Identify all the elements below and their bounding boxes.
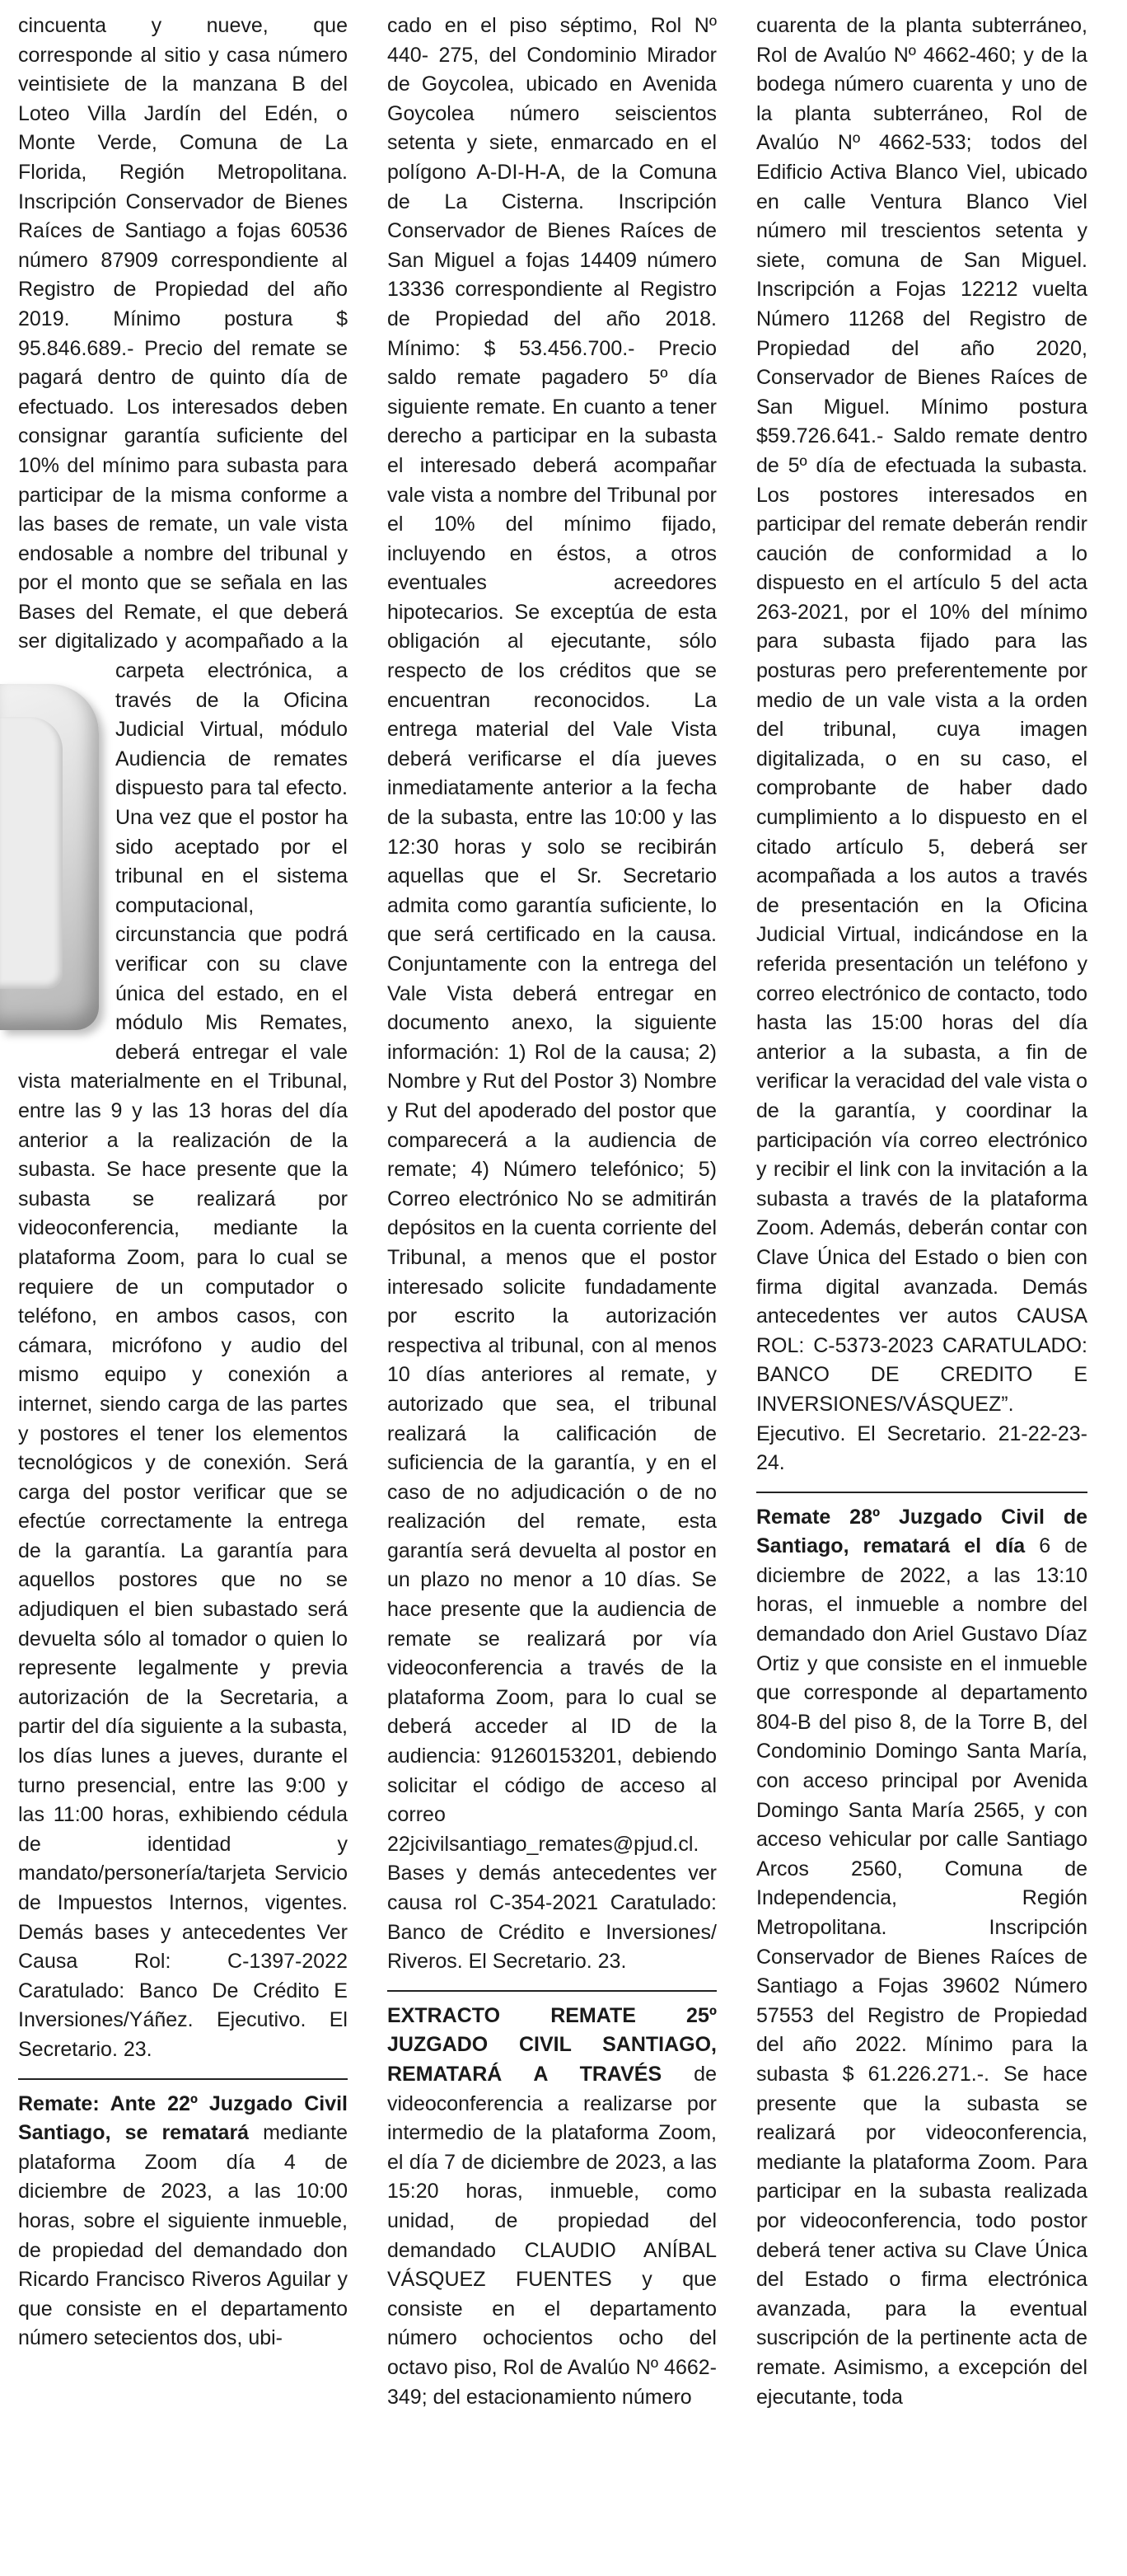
column-3 (756, 12, 1087, 2412)
notice-divider (387, 1990, 717, 1992)
notice-divider (756, 1492, 1087, 1493)
notice-text: cincuenta y nueve, que corresponde al sitio y casa número veintisiete de la manzana B del Loteo Villa Jardín del Edén, o Monte Verde, Comuna de La Florida, Región Metropolitana. Inscripción Conservador de Bienes Raíces de Santiago a fojas 60536 número 87909 correspondiente al Registro de Propiedad del año 2019. Mínimo postura $ 95.846.689.- Precio del remate se pagará dentro de quinto día de efectuado. Los interesados deben consignar garantía suficiente del 10% del mínimo para subasta para participar de la misma conforme a las bases de remate, un vale vista endosable a nombre del tribunal y por el monto que se señala en las Bases del Remate, el que deberá ser digitalizado y acompañado a la carpeta electrónica, a través de la Oficina Judicial Virtual, módulo Audiencia de remates dispuesto para tal efecto. Una vez que el postor ha sido aceptado por el tribunal en el sistema computacional, circunstancia que podrá verificar con su clave única del estado, en el módulo Mis Remates, deberá entregar el vale vista materialmente en el Tribunal, entre las 9 y las 13 horas del día anterior a la realización de la subasta. Se hace presente que la subasta se realizará por videoconferencia, mediante la plataforma Zoom, para lo cual se requiere de un computador o teléfono, en ambos casos, con cámara, micrófono y audio del mismo equipo y conexión a internet, siendo carga de las partes y postores el tener los elementos tecnológicos y de conexión. Será carga del postor verificar que se efectúe correctamente la entrega de la garantía. La garantía para aquellos postores que no se adjudiquen el bien subastado será devuelta sólo al tomador o quien lo represente legalmente y previa autorización de la Secretaria, a partir del día siguiente a la subasta, los días lunes a jueves, durante el turno presencial, entre las 9:00 y las 11:00 horas, exhibiendo cédula de identidad y mandato/personería/tarjeta Servicio de Impuestos Internos, vigentes. Demás bases y antecedentes Ver Causa Rol: C-1397-2022 Caratulado: Banco De Crédito E Inversiones/Yáñez. Ejecutivo. El Secretario. 23. (18, 14, 348, 2061)
photo-wrap-exclusion (18, 677, 115, 1040)
column-1 (18, 12, 348, 2354)
notice-divider (18, 2078, 348, 2080)
notice-body (18, 2090, 348, 2354)
notice-text: cuarenta de la planta subterráneo, Rol de Avalúo Nº 4662-460; y de la bodega número cuarenta y uno de la planta subterráneo, Rol de Avalúo Nº 4662-533; todos del Edificio Activa Blanco Viel, ubicado en calle Ventura Blanco Viel número mil trescientos setenta y siete, comuna de San Miguel. Inscripción a Fojas 12212 vuelta Número 11268 del Registro de Propiedad del año 2020, Conservador de Bienes Raíces de San Miguel. Mínimo postura $59.726.641.- Saldo remate dentro de 5º día de efectuada la subasta. Los postores interesados en participar del remate deberán rendir caución de conformidad a lo dispuesto en el artículo 5 del acta 263-2021, por el 10% del mínimo para subasta fijado para las posturas pero preferentemente por medio de un vale vista a la orden del tribunal, cuya imagen digitalizada, o en su caso, el comprobante de haber dado cumplimiento a lo dispuesto en el citado artículo 5, deberá ser acompañada a los autos a través de presentación en la Oficina Judicial Virtual, indicándose en la referida presentación un teléfono y correo electrónico de contacto, todo hasta las 15:00 horas del día anterior a la subasta, a fin de verificar la veracidad del vale vista o de la garantía, y coordinar la participación vía correo electrónico y recibir el link con la invitación a la subasta a través de la plataforma Zoom. Además, deberán contar con Clave Única del Estado o bien con firma digital avanzada. Demás antecedentes ver autos CAUSA ROL: C-5373-2023 CARATULADO: BANCO DE CREDITO E INVERSIONES/VÁSQUEZ”. Ejecutivo. El Secretario. 21-22-23-24. (756, 14, 1087, 1475)
notice-body (387, 2002, 717, 2412)
notice-heading: Remate: Ante 22º Juzgado Civil Santiago, se rematará (18, 2091, 348, 2145)
notice-body (756, 1503, 1087, 2412)
notice-heading: EXTRACTO REMATE 25º JUZGADO CIVIL SANTIAGO, REMATARÁ A TRAVÉS (387, 2003, 717, 2086)
notice-text: cado en el piso séptimo, Rol Nº 440- 275, del Condominio Mirador de Goycolea, ubicado en Avenida Goycolea número seiscientos setenta y siete, enmarcado en el polígono A-DI-H-A, de la Comuna de La Cisterna. Inscripción Conservador de Bienes Raíces de San Miguel a fojas 14409 número 13336 correspondiente al Registro de Propiedad del año 2018. Mínimo: $ 53.456.700.- Precio saldo remate pagadero 5º día siguiente remate. En cuanto a tener derecho a participar en la subasta el interesado deberá acompañar vale vista a nombre del Tribunal por el 10% del mínimo fijado, incluyendo en éstos, a otros eventuales acreedores hipotecarios. Se exceptúa de esta obligación al ejecutante, sólo respecto de los créditos que se encuentran reconocidos. La entrega material del Vale Vista deberá verificarse el día jueves inmediatamente anterior a la fecha de la subasta, entre las 10:00 y las 12:30 horas y solo se recibirán aquellas que el Sr. Secretario admita como garantía suficiente, lo que será certificado en la causa. Conjuntamente con la entrega del Vale Vista deberá entregar en documento anexo, la siguiente información: 1) Rol de la causa; 2) Nombre y Rut del Postor 3) Nombre y Rut del apoderado del postor que comparecerá a la audiencia de remate; 4) Número telefónico; 5) Correo electrónico No se admitirán depósitos en la cuenta corriente del Tribunal, a menos que el postor interesado solicite fundadamente por escrito la autorización respectiva al tribunal, con al menos 10 días anteriores al remate, y autorizado que sea, el tribunal realizará la calificación de suficiencia de la garantía, y en el caso de no adjudicación o de no realización del remate, esta garantía será devuelta al postor en un plazo no menor a 10 días. Se hace presente que la audiencia de remate se realizará por vía videoconferencia a través de la plataforma Zoom, para lo cual se deberá acceder al ID de la audiencia: 91260153201, debiendo solicitar el código de acceso al correo 22jcivilsantiago_remates@pjud.cl. Bases y demás antecedentes ver causa rol C-354-2021 Caratulado: Banco de Crédito e Inversiones/ Riveros. El Secretario. 23. (387, 14, 717, 1974)
notice-text: de videoconferencia a realizarse por intermedio de la plataforma Zoom, el día 7 de diciembre de 2023, a las 15:20 horas, inmueble, como unidad, de propiedad del demandado CLAUDIO ANÍBAL VÁSQUEZ FUENTES y que consiste en el departamento número ochocientos ocho del octavo piso, Rol de Avalúo Nº 4662- 349; del estacionamiento número (387, 2062, 717, 2409)
notice-text: 6 de diciembre de 2022, a las 13:10 horas, el inmueble a nombre del demandado don Ariel Gustavo Díaz Ortiz y que consiste en el inmueble que corresponde al departamento 804-B del piso 8, de la Torre B, del Condominio Domingo Santa María, con acceso principal por Avenida Domingo Santa María 2565, y con acceso vehicular por calle Santiago Arcos 2560, Comuna de Independencia, Región Metropolitana. Inscripción Conservador de Bienes Raíces de Santiago a Fojas 39602 Número 57553 del Registro de Propiedad del año 2022. Mínimo para la subasta $ 61.226.271.-. Se hace presente que la subasta se realizará por videoconferencia, mediante la plataforma Zoom. Para participar en la subasta realizada por videoconferencia, todo postor deberá tener activa su Clave Única del Estado o firma electrónica avanzada, para la eventual suscripción de la pertinente acta de remate. Asimismo, a excepción del ejecutante, toda (756, 1534, 1087, 2409)
column-2 (387, 12, 717, 2412)
notice-text: mediante plataforma Zoom día 4 de diciembre de 2023, a las 10:00 horas, sobre el siguiente inmueble, de propiedad del demandado don Ricardo Francisco Riveros Aguilar y que consiste en el departamento número setecientos dos, ubi- (18, 2121, 348, 2350)
notice-heading: Remate 28º Juzgado Civil de Santiago, rematará el día (756, 1505, 1087, 1558)
